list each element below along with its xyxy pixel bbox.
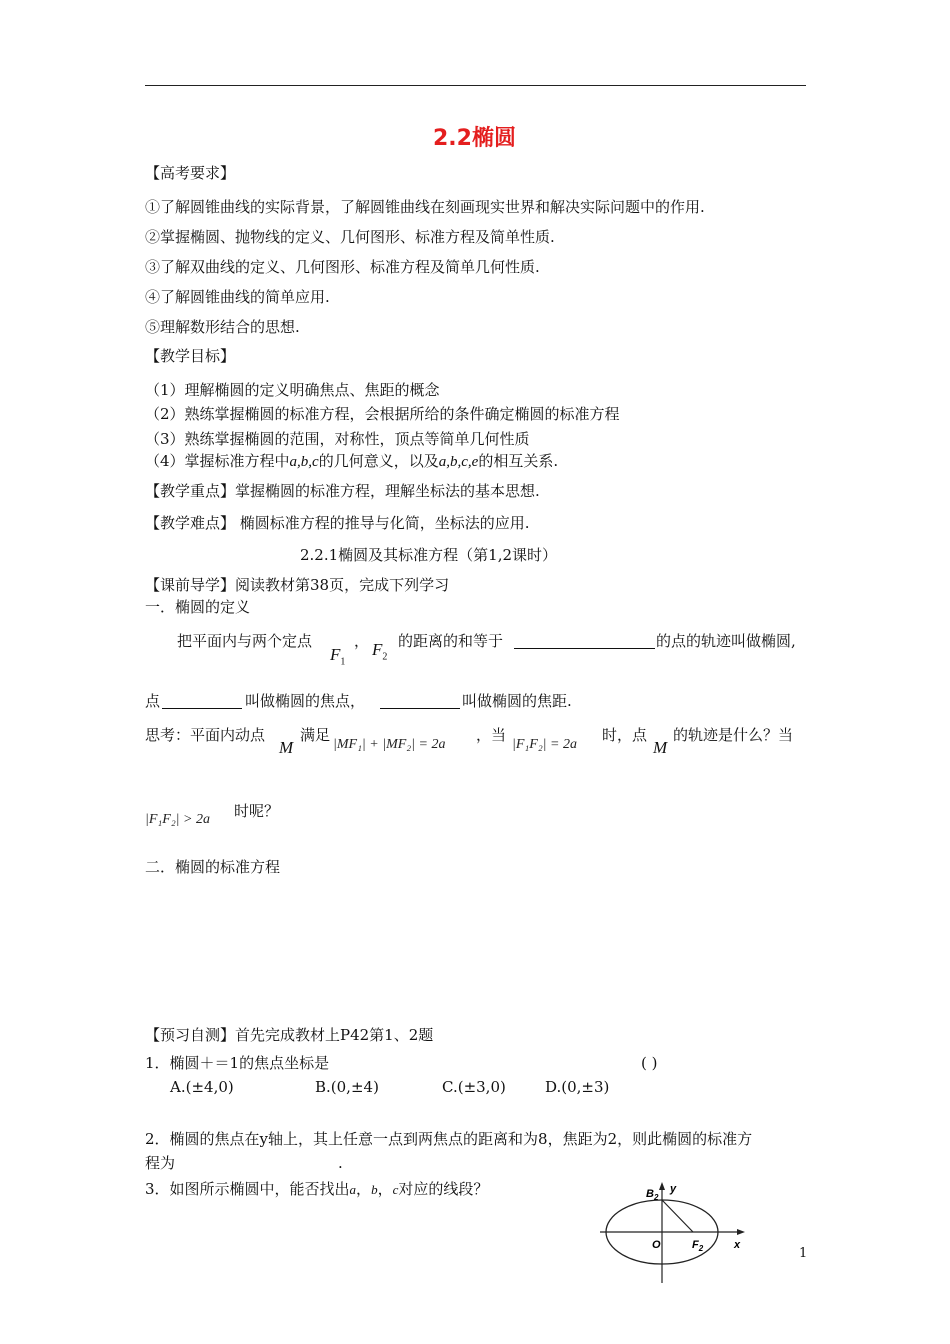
var-b: b (371, 1182, 378, 1197)
gaokao-item-1: ①了解圆锥曲线的实际背景，了解圆锥曲线在刻画现实世界和解决实际问题中的作用. (145, 198, 705, 216)
question-2-end: . (338, 1154, 343, 1172)
think-text-b: 满足 (300, 726, 331, 744)
var-c: c (392, 1182, 399, 1197)
definition-line2-a: 点 (145, 692, 161, 710)
focal-distance-blank (380, 694, 460, 713)
var-a: a (349, 1182, 357, 1197)
equation-focal-greater: |F₁F₂| > 2a (145, 812, 210, 827)
ellipse-figure (600, 1178, 750, 1284)
goal-item-4-vars1: a,b,c (289, 454, 319, 470)
y-axis-arrow (659, 1182, 665, 1190)
option-b: B.(0,±4) (315, 1078, 379, 1096)
option-c: C.(±3,0) (442, 1078, 506, 1096)
part1-heading: 一．椭圆的定义 (145, 598, 251, 616)
question-3-sep-2: ， (377, 1180, 393, 1198)
question-2-line2: 程为 (145, 1154, 176, 1172)
option-a: A.(±4,0) (170, 1078, 234, 1096)
segment-B2-F2 (662, 1200, 693, 1232)
goals-heading: 【教学目标】 (145, 347, 236, 365)
focus-F2-sub: 2 (382, 651, 388, 663)
focus-F1-letter: F (330, 645, 341, 664)
question-3-text-b: 对应的线段？ (398, 1180, 489, 1198)
think-text-d: 时，点 (602, 726, 648, 744)
question-3-text-a: 3．如图所示椭圆中，能否找出 (145, 1180, 350, 1198)
goal-item-4-prefix: （4）掌握标准方程中 (145, 452, 290, 470)
goal-item-4-suffix: 的相互关系. (478, 452, 559, 470)
think-text-e: 的轨迹是什么？当 (673, 726, 794, 744)
label-origin: O (652, 1239, 661, 1251)
page-title: 2.2椭圆 (433, 126, 516, 151)
goal-item-4-mid: 的几何意义，以及 (318, 452, 439, 470)
question-1: 1．椭圆＋＝1的焦点坐标是 (145, 1054, 330, 1072)
goal-item-2: （2）熟练掌握椭圆的标准方程，会根据所给的条件确定椭圆的标准方程 (145, 405, 620, 423)
definition-text-b: 的距离的和等于 (398, 632, 504, 650)
think-text-f: 时呢？ (234, 802, 280, 820)
definition-line2-b: 叫做椭圆的焦点， (245, 692, 366, 710)
label-F2: $F_2$ (692, 1239, 704, 1253)
definition-comma: ， (354, 632, 370, 650)
goal-item-4 (145, 452, 558, 471)
definition-text-a: 把平面内与两个定点 (177, 632, 313, 650)
focus-F1-sub: 1 (340, 656, 346, 668)
self-test-heading: 【预习自测】首先完成教材上P42第1、2题 (145, 1026, 434, 1044)
focus-F2-letter: F (372, 640, 383, 659)
label-x: x (734, 1239, 741, 1251)
gaokao-item-2: ②掌握椭圆、抛物线的定义、几何图形、标准方程及简单性质. (145, 228, 555, 246)
header-rule (145, 85, 806, 86)
gaokao-item-4: ④了解圆锥曲线的简单应用. (145, 288, 330, 306)
x-axis-arrow (737, 1229, 745, 1235)
definition-blank-1 (514, 634, 655, 653)
definition-line2-c: 叫做椭圆的焦距. (462, 692, 572, 710)
question-3 (145, 1180, 488, 1198)
focus-blank (162, 694, 242, 713)
goal-item-1: （1）理解椭圆的定义明确焦点、焦距的概念 (145, 381, 440, 399)
question-3-sep-1: ， (356, 1180, 372, 1198)
gaokao-item-5: ⑤理解数形结合的思想. (145, 318, 300, 336)
section-title: 2.2.1椭圆及其标准方程（第1,2课时） (300, 546, 558, 564)
key-point: 【教学重点】掌握椭圆的标准方程，理解坐标法的基本思想. (145, 482, 540, 500)
difficulty: 【教学难点】 椭圆标准方程的推导与化简，坐标法的应用. (145, 514, 530, 532)
equation-sum-distances: |MF₁| + |MF₂| = 2a (333, 737, 446, 752)
goal-item-4-vars2: a,b,c,e (438, 454, 479, 470)
think-text-a: 思考：平面内动点 (145, 726, 266, 744)
part2-heading: 二．椭圆的标准方程 (145, 858, 281, 876)
question-1-answer-paren: ( ) (641, 1054, 658, 1072)
point-M: M (279, 738, 294, 757)
focus-F1 (330, 645, 345, 668)
label-B2: $B_2$ (646, 1188, 659, 1202)
goal-item-3: （3）熟练掌握椭圆的范围，对称性，顶点等简单几何性质 (145, 430, 530, 448)
definition-text-c: 的点的轨迹叫做椭圆, (656, 632, 796, 650)
equation-focal-equal: |F₁F₂| = 2a (512, 737, 577, 752)
gaokao-heading: 【高考要求】 (145, 164, 236, 182)
preview-line: 【课前导学】阅读教材第38页，完成下列学习 (145, 576, 450, 594)
think-text-c: ，当 (476, 726, 507, 744)
focus-F2 (372, 640, 387, 663)
question-2-line1: 2．椭圆的焦点在y轴上，其上任意一点到两焦点的距离和为8，焦距为2，则此椭圆的标准方 (145, 1130, 753, 1148)
page-number: 1 (799, 1246, 808, 1261)
point-M-2: M (653, 738, 668, 757)
option-d: D.(0,±3) (545, 1078, 610, 1096)
gaokao-item-3: ③了解双曲线的定义、几何图形、标准方程及简单几何性质. (145, 258, 540, 276)
label-y: y (670, 1183, 677, 1195)
